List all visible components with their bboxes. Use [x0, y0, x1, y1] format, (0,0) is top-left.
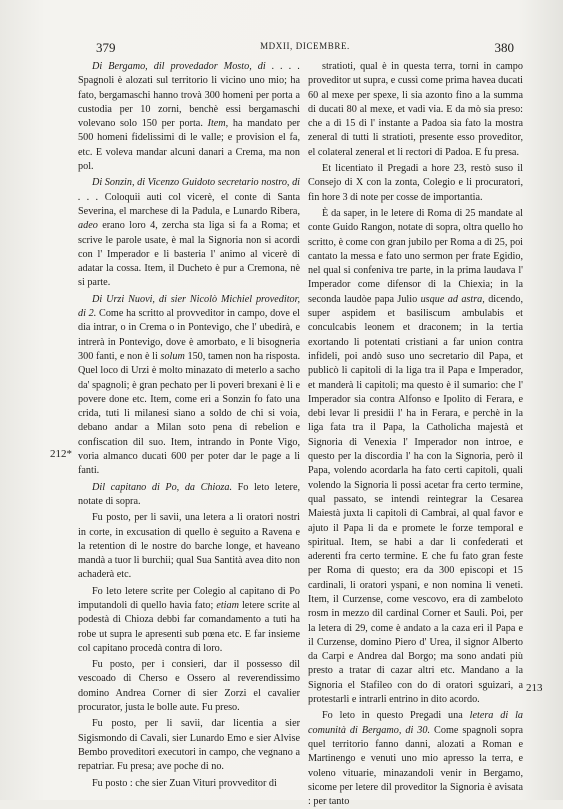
italic-text: usque ad astra,: [420, 293, 485, 305]
body-text: Come ha scritto al provveditor in campo, dove el dia intrar, o in Crema o in Pontevigo, che l' ubedirà, e intrerà in Pontevigo, dove è amorbato, e li bisogneria 300 fanti, e non è li: [78, 308, 300, 362]
body-text: Fu posto, per i consieri, dar il possesso dil vescoado di Cherso e Ossero al reverendissimo domino Andrea Corner di sier Zorzi el cavalier procurator, justa le bolle aute. Fu preso.: [78, 659, 300, 714]
italic-text: Item,: [207, 118, 229, 130]
body-text: Et licentiato il Pregadi a hore 23, restò suso il Consejo di X con la zonta, Colegio e li procuratori, fin hore 3 di note per cosse de importantia.: [308, 163, 523, 203]
body-text: Coloquii auti col vicerè, el conte di Santa Severina, el marchese di la Padula, e Lunardo Ribera,: [78, 191, 300, 217]
left-paragraph: [78, 777, 300, 791]
page-number-right: 380: [494, 40, 514, 55]
body-text: Fo leto in questo Pregadi una: [322, 710, 470, 722]
body-text: Fu posto, per li savii, dar licentia a sier Sigismondo di Cavali, sier Lunardo Emo e sier Alvise Bembo proveditori executori in campo, che vegnano a repatriar. Fu presa; ave poche di no.: [78, 718, 300, 773]
left-paragraph: [78, 481, 300, 510]
italic-text: letera di la comunità di Bergamo, di 30.: [308, 710, 523, 736]
body-text: dicendo, super aspidem et basiliscum ambulabis et conculcabis leonem et draconem; in la tertia exortando li potentati cristiani a far union contra infideli, poi andò suso uno secretario dil Papa, et publicò li capitoli di la liga tra il Papa e Imperador, et manderà li capitoli; ma questo è il sumario: che l' Imperador sia contra Alfonso e Ipolito di Ferara, e debi levar li presidii l' ha in Ferara, e perchè in la liga fata tra il Papa, la Catholicha majestà et Signoria di Venexia l' Imperador non introe, e questo per la discordia l' ha con la Signoria, però il Papa, volendo acordarla ha fato certi capitoli, quali volendo la Signoria li possi acetar fra certo termine, qual passato, se intendi reintegrar la Cesarea Maiestà juxta li capitoli di Cambrai, al qual favor e ajuto il Papa li da e promete le forze temporal e spiritual. Item, se habi a dar li confederati et aderenti fra certo termine. E che fu fato gran feste per Roma di questo; era da 300 episcopi et 15 cardinali, li oratori yspani, e non nomina li veneti. Item, il Curzense, come vescovo, era di zambeloto rosm in mezzo dil cardinal Corner et Sauli. Poi, per la letera di 29, come è andato a la caza eri il Papa e il Curzense, domino Piero d' Urea, il signor Alberto da Carpi e Andrea dal Borgo; ma sono andati più presto a tratar di cazar altri etc. Mandano a la Signoria el Stafileo con do di oratori sguizari, a protestarli e intrarli entrino in dito acordo.: [308, 293, 523, 706]
right-paragraph: [308, 162, 523, 205]
running-header: [96, 40, 514, 56]
body-text: erano loro 4, zercha sta liga si fa a Roma; et scrive le parole usate, è mal la Signoria non si acordi con l' Imperador e li basteria l' animo al vicerè di adatar la cossa. Item, il Ducheto è pur a Cremona, nè si parte.: [78, 220, 300, 289]
italic-text: solum: [160, 350, 185, 362]
left-paragraph: [78, 658, 300, 715]
body-text: Spagnoli è alozati sul territorio li vicino uno mio; ha fato, bergamaschi hanno trovà 300 homeni per porta a custodia per 10 zorni, benchè essi bergamaschi volevano solo 150 per porta.: [78, 75, 300, 130]
body-text: Fu posto : che sier Zuan Vituri provveditor di: [92, 777, 277, 789]
left-paragraph: [78, 717, 300, 774]
body-text: Fo leto letere, notate di sopra.: [78, 481, 301, 507]
left-paragraph: [78, 511, 300, 582]
body-text: letere scrite al podestà di Chioza debbi far comandamento a tuti ha robe ut supra le apresenti sub pœna etc. E far insieme col capitano procedà contra di loro.: [78, 599, 300, 654]
body-text: Come spagnoli sopra quel territorio fanno danni, alozati a Roman e Martinengo e venuti uno mio apresso la terra, e voleno vituarie, minazandoli venir in Bergamo, sicome per letere dil proveditor la Signoria è avisata : per tanto: [308, 724, 523, 808]
margin-number-left: 212*: [50, 448, 72, 460]
margin-number-right: 213: [526, 682, 543, 694]
left-paragraph: [78, 293, 300, 479]
left-paragraph: [78, 585, 300, 656]
right-paragraph: [308, 60, 523, 160]
body-text: 150, tamen non ha risposta. Quel loco di Urzi è molto minazato di meterlo a sacho da' spagnoli; è gran pechato per li poveri brexani è li e povere done etc. Item, come eri a Sonzin fo fato una crida, tuti li milanesi siano a soldo de chi si voia, debano andar a Milan soto pena di rebelion e confiscation dil suo. Item, intrando in Ponte Vigo, voria almanco ducati 600 per poter dar le page a li fanti.: [78, 350, 301, 477]
italic-text: Di Bergamo, dil provedador Mosto, di . . . .: [92, 61, 300, 72]
right-paragraph: [308, 709, 523, 809]
italic-text: Dil capitano di Po, da Chioza.: [92, 481, 233, 493]
page-number-left: 379: [96, 40, 116, 55]
right-column: [308, 60, 523, 808]
italic-text: Di Urzi Nuovi, di sier Nicolò Michiel proveditor, di 2.: [78, 293, 300, 320]
italic-text: adeo: [78, 220, 98, 232]
italic-text: Di Sonzin, di Vicenzo Guidoto secretario nostro, di . . .: [78, 177, 300, 203]
running-title: MDXII, DICEMBRE.: [260, 41, 350, 51]
right-paragraph: [308, 207, 523, 707]
left-paragraph: [78, 176, 300, 290]
body-text: Fu posto, per li savii, una letera a li oratori nostri in corte, in excusation di quello è seguito a Ravena e la retention di le nostre do barche longe, et haveano mandà a tuor li burchii; qual Sua Santità avea dito non achaderà etc.: [78, 512, 300, 581]
italic-text: etiam: [216, 599, 239, 611]
left-paragraph: [78, 60, 300, 174]
body-text: ha mandato per 500 homeni fidelissimi di le valle; e provision el fa, etc. E voleva mandar alcuni danari a Crema, ma non pol.: [78, 118, 301, 173]
body-text: stratioti, qual è in questa terra, torni in campo proveditor ut supra, e cussì come prima havea ducati 60 al mexe per spexe, li sia azonto fino a la summa di ducati 80 al mexe, et vadi via. E da mò sia preso: che a dì 15 di l' instante a Padoa sia fato la mostra zeneral di tutti li stratioti, presente esso proveditor, el colateral zeneral et li rectori di Padoa. E fu presa.: [308, 61, 523, 158]
body-text: È da saper, in le letere di Roma di 25 mandate al conte Guido Rangon, notate di sopra, oltra quello ho scritto, è come con gran jubilo per Roma a dì 25, poi cantato la messa e fato uno sermon per frate Egidio, nel qual si confeniva tre parte, in la prima laudava l' Imperador come difensor di la Chiexia; in la seconda laudòe papa Julio: [308, 207, 523, 305]
left-column: [78, 60, 300, 795]
body-text: Fo leto letere scrite per Colegio al capitano di Po imputandoli di quello havia fato;: [78, 585, 300, 611]
